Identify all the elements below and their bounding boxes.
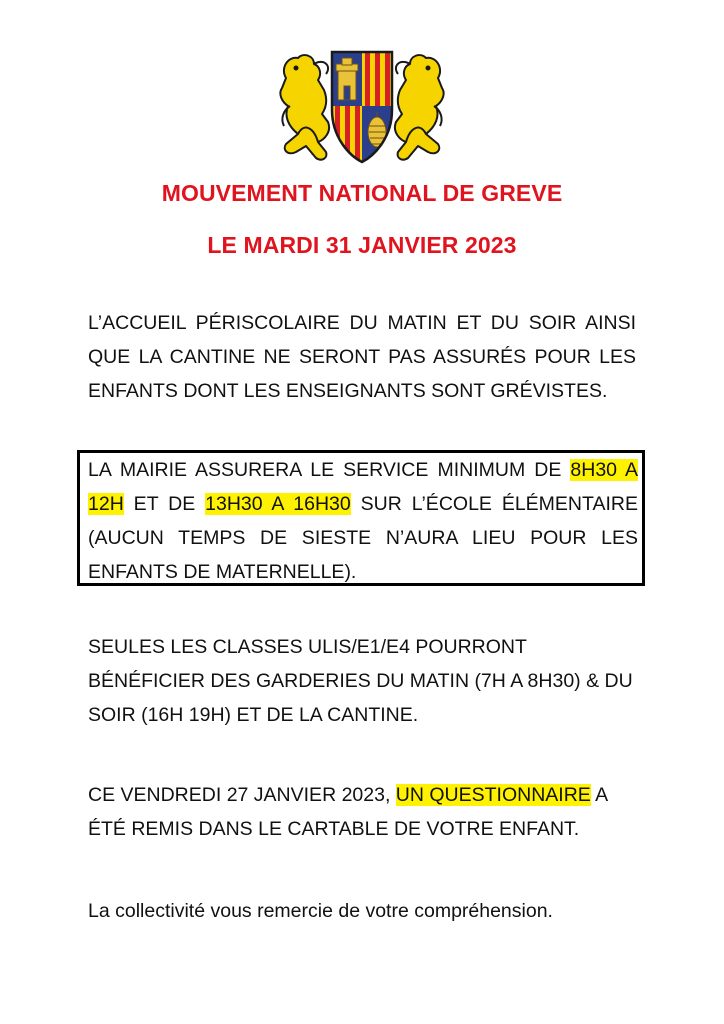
crest-logo bbox=[274, 48, 450, 166]
paragraph-text: CE VENDREDI 27 JANVIER 2023, bbox=[88, 784, 396, 806]
shield bbox=[332, 52, 392, 166]
left-lion-supporter bbox=[280, 55, 329, 159]
paragraph-text: SUR L’ÉCOLE ÉLÉMENTAIRE (AUCUN TEMPS DE SIESTE N’AURA LIEU POUR LES ENFANTS DE MATERNELLE). bbox=[88, 493, 638, 583]
paragraph-periscolaire: L’ACCUEIL PÉRISCOLAIRE DU MATIN ET DU SOIR AINSI QUE LA CANTINE NE SERONT PAS ASSURÉS POUR LES ENFANTS DONT LES ENSEIGNANTS SONT GRÉVISTES. bbox=[88, 312, 636, 402]
paragraph-remerciement: La collectivité vous remercie de votre compréhension. bbox=[88, 900, 553, 922]
highlight-afternoon-hours: 13H30 A 16H30 bbox=[205, 493, 351, 515]
paragraph-classes-ulis: SEULES LES CLASSES ULIS/E1/E4 POURRONT BÉNÉFICIER DES GARDERIES DU MATIN (7H A 8H30) & DU SOIR (16H 19H) ET DE LA CANTINE. bbox=[88, 636, 633, 726]
paragraph-questionnaire bbox=[88, 778, 636, 846]
title-line-2: LE MARDI 31 JANVIER 2023 bbox=[207, 232, 517, 258]
paragraph-text: ET DE bbox=[123, 493, 206, 515]
paragraph-text: A ÉTÉ REMIS DANS LE CARTABLE DE VOTRE ENFANT. bbox=[88, 784, 608, 840]
right-lion-supporter bbox=[395, 55, 444, 159]
paragraph-service-minimum bbox=[88, 453, 638, 589]
tower-icon bbox=[336, 58, 358, 100]
highlight-morning-hours: 8H30 A 12H bbox=[88, 459, 638, 515]
paragraph-text: LA MAIRIE ASSURERA LE SERVICE MINIMUM DE bbox=[88, 459, 571, 481]
title-line-1: MOUVEMENT NATIONAL DE GREVE bbox=[161, 180, 563, 206]
highlight-questionnaire: UN QUESTIONNAIRE bbox=[395, 784, 591, 806]
